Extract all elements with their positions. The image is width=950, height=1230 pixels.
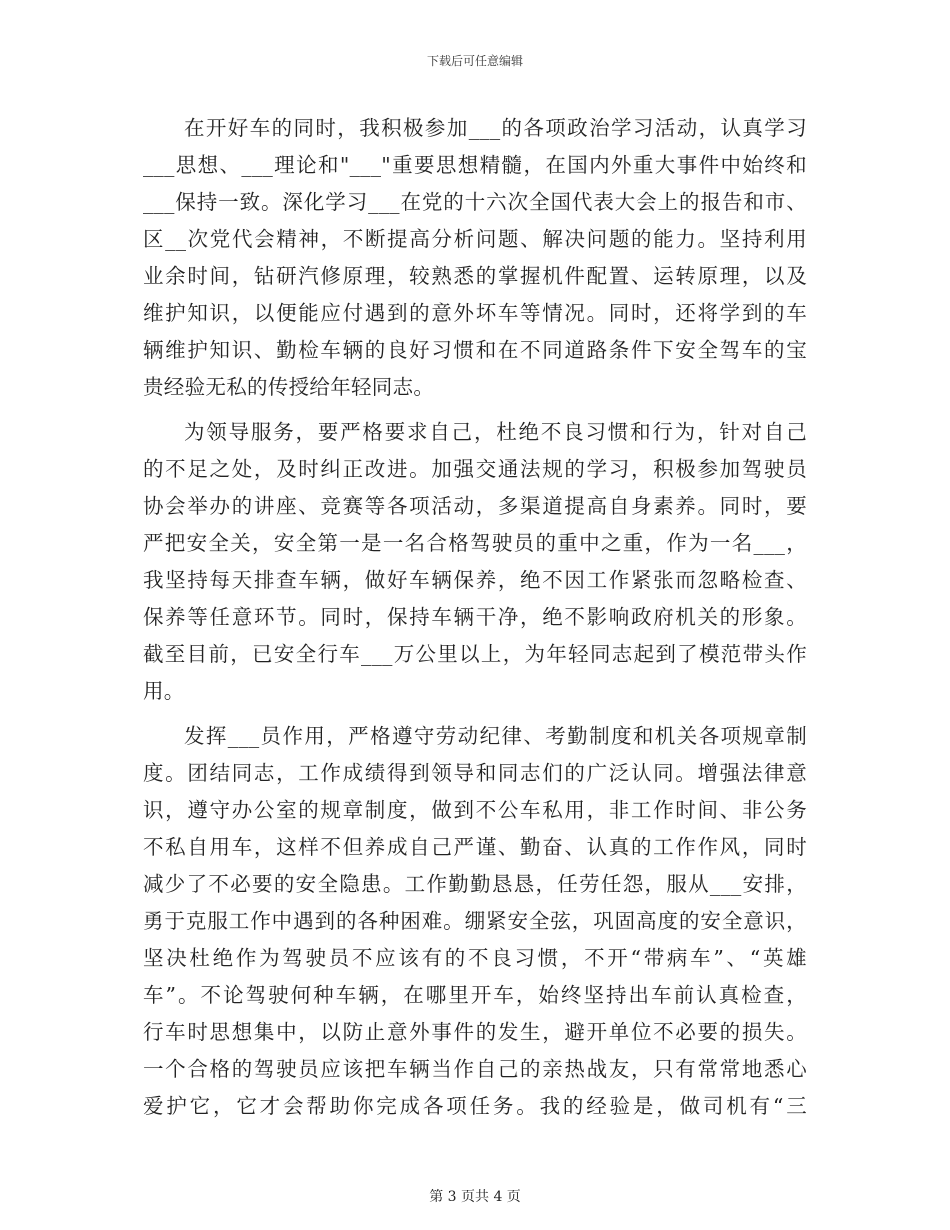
text-line: 发挥___员作用，严格遵守劳动纪律、考勤制度和机关各项规章制 [184, 724, 807, 748]
text-line: 坚决杜绝作为驾驶员不应该有的不良习惯，不开“带病车”、“英雄 [143, 946, 807, 970]
text-line: 识，遵守办公室的规章制度，做到不公车私用，非工作时间、非公务 [143, 798, 807, 822]
paragraph-2 [143, 414, 807, 710]
paragraph-1 [143, 110, 807, 406]
text-line: 贵经验无私的传授给年轻同志。 [143, 375, 435, 399]
text-line: 为领导服务，要严格要求自己，杜绝不良习惯和行为，针对自己 [184, 420, 807, 444]
text-line: ___保持一致。深化学习___在党的十六次全国代表大会上的报告和市、 [143, 190, 807, 214]
text-line: 不私自用车，这样不但养成自己严谨、勤奋、认真的工作作风，同时 [143, 835, 807, 859]
text-line: ___思想、___理论和"___"重要思想精髓，在国内外重大事件中始终和 [143, 153, 807, 177]
text-line: 勇于克服工作中遇到的各种困难。绷紧安全弦，巩固高度的安全意识， [143, 909, 807, 933]
paragraph-3 [143, 718, 807, 1125]
text-line: 协会举办的讲座、竞赛等各项活动，多渠道提高自身素养。同时，要 [143, 494, 807, 518]
document-body [143, 110, 807, 1133]
text-line: 严把安全关，安全第一是一名合格驾驶员的重中之重，作为一名___， [143, 531, 807, 555]
text-line: 用。 [143, 679, 185, 703]
text-line: 减少了不必要的安全隐患。工作勤勤恳恳，任劳任怨，服从___安排， [143, 872, 807, 896]
text-line: 维护知识，以便能应付遇到的意外坏车等情况。同时，还将学到的车 [143, 301, 807, 325]
text-line: 在开好车的同时，我积极参加___的各项政治学习活动，认真学习 [184, 116, 807, 140]
text-line: 区__次党代会精神，不断提高分析问题、解决问题的能力。坚持利用 [143, 227, 807, 251]
text-line: 截至目前，已安全行车___万公里以上，为年轻同志起到了模范带头作 [143, 642, 807, 666]
text-line: 一个合格的驾驶员应该把车辆当作自己的亲热战友，只有常常地悉心 [143, 1057, 807, 1081]
text-line: 车”。不论驾驶何种车辆，在哪里开车，始终坚持出车前认真检查， [143, 983, 807, 1007]
page-number: 第 3 页共 4 页 [429, 1189, 521, 1205]
text-line: 保养等任意环节。同时，保持车辆干净，绝不影响政府机关的形象。 [143, 605, 807, 629]
page-header: 下载后可任意编辑 [426, 54, 523, 68]
text-line: 我坚持每天排查车辆，做好车辆保养，绝不因工作紧张而忽略检查、 [143, 568, 807, 592]
text-line: 辆维护知识、勤检车辆的良好习惯和在不同道路条件下安全驾车的宝 [143, 338, 807, 362]
text-line: 业余时间，钻研汽修原理，较熟悉的掌握机件配置、运转原理，以及 [143, 264, 807, 288]
text-line: 行车时思想集中，以防止意外事件的发生，避开单位不必要的损失。 [143, 1020, 807, 1044]
text-line: 爱护它，它才会帮助你完成各项任务。我的经验是，做司机有“三 [143, 1094, 807, 1118]
text-line: 的不足之处，及时纠正改进。加强交通法规的学习，积极参加驾驶员 [143, 457, 807, 481]
text-line: 度。团结同志，工作成绩得到领导和同志们的广泛认同。增强法律意 [143, 761, 807, 785]
